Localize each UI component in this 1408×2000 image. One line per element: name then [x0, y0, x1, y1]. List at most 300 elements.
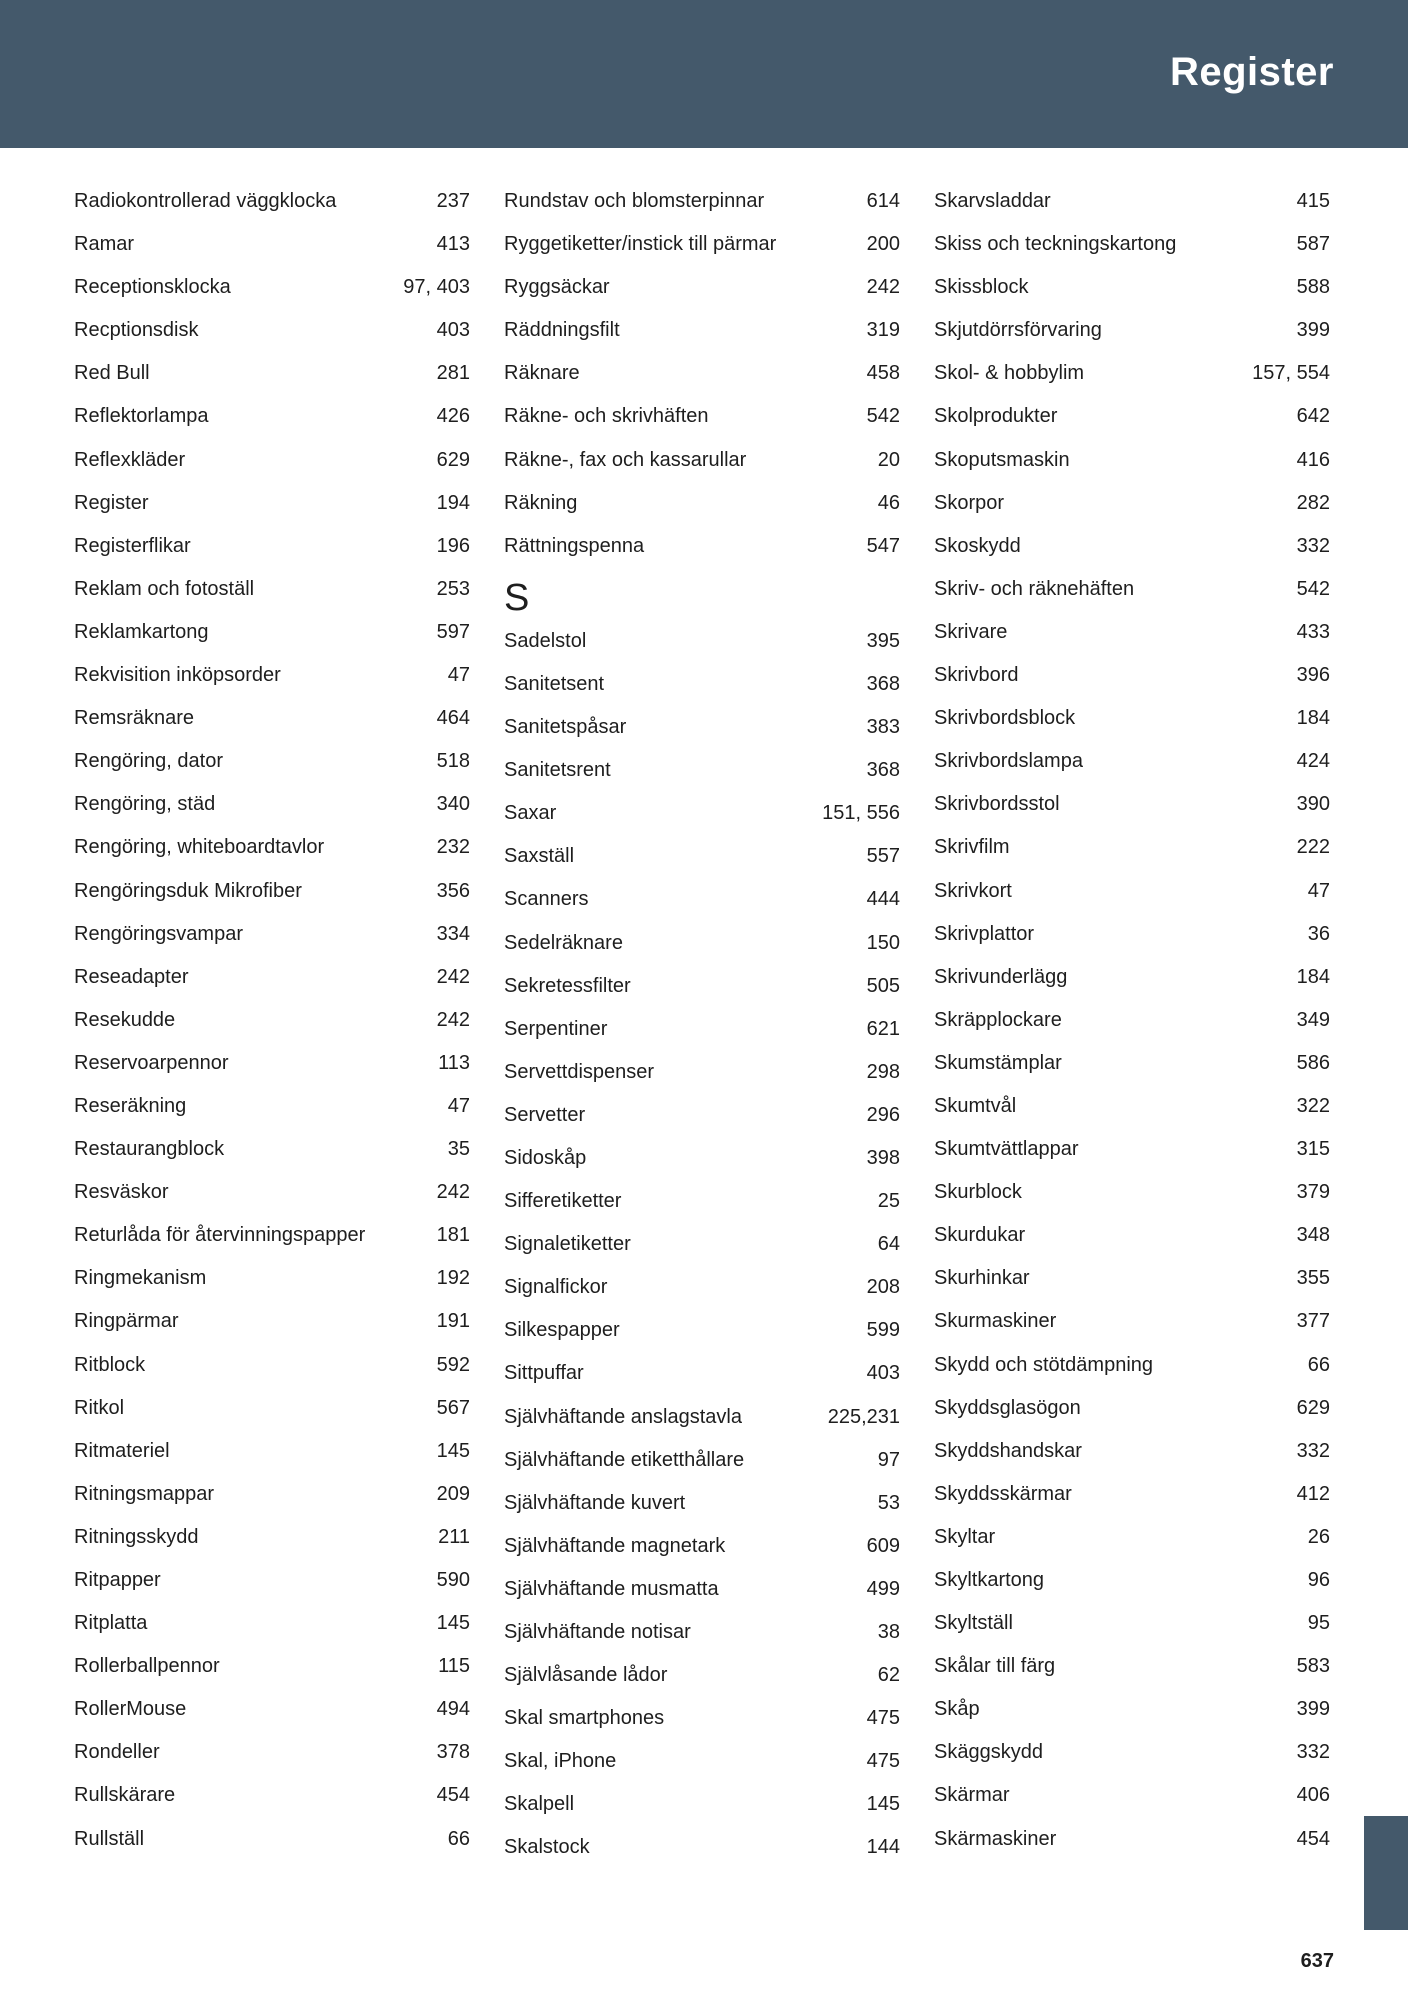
index-term: Skyltkartong	[934, 1569, 1045, 1591]
index-page-numbers: 378	[436, 1741, 470, 1764]
index-page-numbers: 433	[1296, 620, 1330, 643]
index-page-numbers: 542	[866, 405, 900, 428]
index-entry	[74, 1560, 470, 1603]
index-term: Skräpplockare	[934, 1008, 1062, 1031]
index-entry	[504, 966, 900, 1009]
index-entry	[504, 1440, 900, 1483]
index-term: Självhäftande magnetark	[504, 1534, 726, 1557]
index-term: Rengöring, dator	[74, 750, 223, 773]
index-term: Rundstav och blomsterpinnar	[504, 190, 765, 212]
index-page-numbers: 38	[877, 1621, 900, 1643]
index-page-numbers: 542	[1296, 577, 1330, 600]
index-page-numbers: 368	[866, 759, 900, 782]
index-page-numbers: 377	[1296, 1310, 1330, 1333]
index-page-numbers: 464	[436, 707, 470, 730]
index-entry	[934, 1560, 1330, 1603]
index-term: Receptionsklocka	[74, 276, 231, 299]
index-term: Självhäftande anslagstavla	[504, 1405, 742, 1428]
index-term: Skrivplattor	[934, 922, 1035, 945]
index-entry	[74, 1388, 470, 1431]
index-term: Skorpor	[934, 491, 1005, 514]
index-entry	[504, 1569, 900, 1612]
index-page-numbers: 567	[436, 1396, 470, 1419]
index-entry	[934, 1474, 1330, 1517]
index-term: Ryggsäckar	[504, 276, 610, 299]
index-entry	[74, 1043, 470, 1086]
index-entry	[934, 353, 1330, 396]
index-entry	[74, 784, 470, 827]
index-term: RollerMouse	[74, 1698, 187, 1721]
index-entry	[74, 569, 470, 612]
index-entry	[74, 1345, 470, 1388]
index-entry	[74, 1603, 470, 1646]
index-entry	[934, 1603, 1330, 1646]
index-term: Skyddsskärmar	[934, 1482, 1072, 1505]
index-entry	[934, 871, 1330, 914]
index-entry	[934, 310, 1330, 353]
index-page-numbers: 66	[447, 1827, 470, 1850]
index-entry	[74, 1517, 470, 1560]
index-page-numbers: 332	[1296, 1741, 1330, 1764]
index-term: Självhäftande etiketthållare	[504, 1448, 745, 1471]
index-entry	[934, 181, 1330, 224]
index-page-numbers: 590	[436, 1569, 470, 1591]
index-entry	[934, 1517, 1330, 1560]
index-page-numbers: 242	[436, 1181, 470, 1204]
index-term: Ryggetiketter/instick till pärmar	[504, 233, 777, 256]
index-page-numbers: 232	[436, 836, 470, 859]
index-page-numbers: 390	[1296, 793, 1330, 816]
index-term: Skrivfilm	[934, 836, 1010, 859]
index-entry	[504, 1741, 900, 1784]
index-entry	[504, 1095, 900, 1138]
index-entry	[504, 793, 900, 836]
index-page-numbers: 225,231	[827, 1405, 900, 1428]
index-term: Ritpapper	[74, 1569, 161, 1591]
index-page-numbers: 298	[866, 1060, 900, 1083]
index-entry	[934, 784, 1330, 827]
index-entry	[504, 1612, 900, 1655]
index-term: Skoputsmaskin	[934, 448, 1070, 471]
index-page-numbers: 399	[1296, 1698, 1330, 1721]
index-term: Ritningsskydd	[74, 1525, 199, 1548]
index-page-numbers: 475	[866, 1750, 900, 1773]
index-term: Ritplatta	[74, 1612, 148, 1635]
index-entry	[934, 1258, 1330, 1301]
index-entry	[934, 396, 1330, 439]
index-term: Skrivbordsblock	[934, 707, 1076, 730]
index-entry	[74, 741, 470, 784]
index-term: Skålar till färg	[934, 1655, 1056, 1678]
index-term: Skyddsglasögon	[934, 1396, 1081, 1419]
index-term: Rollerballpennor	[74, 1655, 220, 1678]
index-page-numbers: 200	[866, 233, 900, 256]
index-entry	[934, 1646, 1330, 1689]
index-page-numbers: 97, 403	[403, 276, 470, 299]
index-term: Skäggskydd	[934, 1741, 1043, 1764]
index-term: Saxar	[504, 802, 557, 825]
header-band	[0, 0, 1408, 148]
index-entry	[74, 1689, 470, 1732]
index-term: Räkne- och skrivhäften	[504, 405, 709, 428]
index-term: Resekudde	[74, 1008, 176, 1031]
index-page-numbers: 319	[866, 319, 900, 342]
index-page-numbers: 499	[866, 1577, 900, 1600]
index-page-numbers: 399	[1296, 319, 1330, 342]
index-entry	[74, 1775, 470, 1818]
index-term: Skol- & hobbylim	[934, 362, 1085, 385]
index-entry	[74, 1129, 470, 1172]
index-entry	[74, 655, 470, 698]
index-entry	[934, 1345, 1330, 1388]
index-page-numbers: 150	[866, 931, 900, 954]
index-page-numbers: 145	[866, 1793, 900, 1816]
index-entry	[504, 1827, 900, 1870]
index-page-numbers: 20	[877, 448, 900, 471]
index-page-numbers: 208	[866, 1276, 900, 1299]
index-entry	[504, 267, 900, 310]
index-term: Skjutdörrsförvaring	[934, 319, 1102, 342]
index-column-2	[504, 181, 900, 1871]
index-page-numbers: 53	[877, 1491, 900, 1514]
index-entry	[934, 1431, 1330, 1474]
index-page-numbers: 35	[447, 1138, 470, 1161]
index-term: Radiokontrollerad väggklocka	[74, 190, 337, 212]
index-entry	[934, 612, 1330, 655]
index-entry	[74, 1431, 470, 1474]
index-term: Skrivkort	[934, 879, 1012, 902]
index-term: Remsräknare	[74, 707, 195, 730]
index-term: Rullställ	[74, 1827, 145, 1850]
index-page-numbers: 66	[1307, 1353, 1330, 1376]
index-term: Rengöring, städ	[74, 793, 216, 816]
index-entry	[504, 1655, 900, 1698]
index-page-numbers: 25	[877, 1190, 900, 1213]
index-term: Skoskydd	[934, 534, 1021, 557]
index-page-numbers: 26	[1307, 1525, 1330, 1548]
index-term: Skrivbordsstol	[934, 793, 1060, 816]
index-entry	[74, 1474, 470, 1517]
index-term: Rekvisition inköpsorder	[74, 664, 281, 687]
index-term: Skurhinkar	[934, 1267, 1030, 1290]
index-entry	[74, 698, 470, 741]
index-page-numbers: 340	[436, 793, 470, 816]
index-entry	[504, 836, 900, 879]
index-page-numbers: 592	[436, 1353, 470, 1376]
index-page-numbers: 406	[1296, 1784, 1330, 1807]
index-entry	[504, 1483, 900, 1526]
index-entry	[504, 1052, 900, 1095]
index-entry	[504, 353, 900, 396]
index-term: Skrivunderlägg	[934, 965, 1068, 988]
index-entry	[504, 181, 900, 224]
index-term: Räkning	[504, 491, 578, 514]
index-entry	[74, 310, 470, 353]
index-page-numbers: 151, 556	[822, 802, 900, 825]
index-entry	[74, 1086, 470, 1129]
index-page-numbers: 621	[866, 1017, 900, 1040]
index-entry	[934, 1215, 1330, 1258]
index-page-numbers: 157, 554	[1252, 362, 1330, 385]
index-term: Skyltar	[934, 1525, 996, 1548]
index-page-numbers: 547	[866, 534, 900, 557]
index-term: Reseadapter	[74, 965, 189, 988]
index-entry	[74, 353, 470, 396]
index-term: Ringmekanism	[74, 1267, 207, 1290]
index-page-numbers: 609	[866, 1534, 900, 1557]
index-entry	[504, 440, 900, 483]
index-term: Reseräkning	[74, 1094, 187, 1117]
index-entry	[934, 827, 1330, 870]
page-title: Register	[1169, 50, 1334, 94]
index-page-numbers: 355	[1296, 1267, 1330, 1290]
index-page-numbers: 113	[438, 1051, 470, 1074]
index-term: Skriv- och räknehäften	[934, 577, 1135, 600]
side-tab-marker	[1364, 1816, 1408, 1930]
index-entry	[934, 1775, 1330, 1818]
index-term: Skurdukar	[934, 1224, 1026, 1247]
index-entry	[504, 526, 900, 569]
index-entry	[74, 1215, 470, 1258]
index-page-numbers: 64	[877, 1233, 900, 1256]
index-entry	[934, 1129, 1330, 1172]
index-page-numbers: 588	[1296, 276, 1330, 299]
index-term: Skärmar	[934, 1784, 1010, 1807]
index-page-numbers: 505	[866, 974, 900, 997]
index-entry	[934, 655, 1330, 698]
index-term: Skolprodukter	[934, 405, 1058, 428]
index-term: Rengöring, whiteboardtavlor	[74, 836, 325, 859]
index-page-numbers: 194	[436, 491, 470, 514]
index-page-numbers: 403	[866, 1362, 900, 1385]
index-term: Skärmaskiner	[934, 1827, 1057, 1850]
index-term: Räkne-, fax och kassarullar	[504, 448, 747, 471]
index-entry	[934, 483, 1330, 526]
index-term: Sanitetsrent	[504, 759, 611, 782]
index-entry	[504, 1397, 900, 1440]
index-entry	[504, 483, 900, 526]
index-term: Skarvsladdar	[934, 190, 1051, 212]
index-page-numbers: 403	[436, 319, 470, 342]
index-term: Rengöringsduk Mikrofiber	[74, 879, 302, 902]
index-page-numbers: 586	[1296, 1051, 1330, 1074]
index-page-numbers: 356	[436, 879, 470, 902]
index-term: Ritkol	[74, 1396, 125, 1419]
index-page-numbers: 424	[1296, 750, 1330, 773]
index-entry	[504, 1310, 900, 1353]
index-entry	[934, 698, 1330, 741]
index-entry	[504, 1526, 900, 1569]
index-term: Reklam och fotoställ	[74, 577, 255, 600]
index-page-numbers: 192	[436, 1267, 470, 1290]
index-page-numbers: 184	[1296, 707, 1330, 730]
index-entry	[504, 1784, 900, 1827]
index-term: Signaletiketter	[504, 1233, 631, 1256]
index-entry	[74, 871, 470, 914]
index-entry	[504, 1009, 900, 1052]
index-entry	[934, 1301, 1330, 1344]
index-entry	[934, 1689, 1330, 1732]
index-term: Red Bull	[74, 362, 150, 385]
index-page-numbers: 458	[866, 362, 900, 385]
index-entry	[934, 1819, 1330, 1862]
index-entry	[74, 1301, 470, 1344]
index-page-numbers: 196	[436, 534, 470, 557]
index-term: Skrivbordslampa	[934, 750, 1083, 773]
index-page-numbers: 209	[436, 1482, 470, 1505]
index-page-numbers: 426	[436, 405, 470, 428]
letter-heading: S	[504, 576, 530, 619]
index-entry	[504, 396, 900, 439]
index-page-numbers: 454	[1296, 1827, 1330, 1850]
index-page-numbers: 444	[866, 888, 900, 911]
index-page-numbers: 47	[1307, 879, 1330, 902]
index-term: Reflexkläder	[74, 448, 186, 471]
index-entry	[504, 1224, 900, 1267]
index-term: Skumtvättlappar	[934, 1138, 1079, 1161]
index-term: Sadelstol	[504, 629, 587, 652]
index-term: Skurmaskiner	[934, 1310, 1057, 1333]
index-term: Skrivare	[934, 620, 1008, 643]
index-entry	[934, 224, 1330, 267]
index-page-numbers: 96	[1307, 1569, 1330, 1591]
index-term: Skyltställ	[934, 1612, 1013, 1635]
index-entry	[504, 879, 900, 922]
index-term: Rullskärare	[74, 1784, 176, 1807]
index-entry	[934, 957, 1330, 1000]
index-page-numbers: 47	[447, 1094, 470, 1117]
index-term: Rättningspenna	[504, 534, 645, 557]
index-term: Självhäftande musmatta	[504, 1577, 719, 1600]
index-page-numbers: 36	[1307, 922, 1330, 945]
index-term: Reklamkartong	[74, 620, 209, 643]
index-term: Sittpuffar	[504, 1362, 584, 1385]
index-term: Recptionsdisk	[74, 319, 199, 342]
index-entry	[934, 526, 1330, 569]
index-entry	[934, 1388, 1330, 1431]
index-entry	[934, 1172, 1330, 1215]
index-entry	[934, 440, 1330, 483]
index-entry	[934, 569, 1330, 612]
index-term: Skalstock	[504, 1836, 590, 1859]
index-term: Skissblock	[934, 276, 1029, 299]
index-page-numbers: 332	[1296, 1439, 1330, 1462]
index-page-numbers: 47	[447, 664, 470, 687]
index-term: Ramar	[74, 233, 135, 256]
index-page-numbers: 583	[1296, 1655, 1330, 1678]
index-term: Reflektorlampa	[74, 405, 209, 428]
index-term: Skrivbord	[934, 664, 1019, 687]
index-term: Ritblock	[74, 1353, 146, 1376]
index-page-numbers: 416	[1296, 448, 1330, 471]
index-page-numbers: 181	[436, 1224, 470, 1247]
index-entry	[74, 181, 470, 224]
index-entry	[504, 1353, 900, 1396]
index-page-numbers: 383	[866, 716, 900, 739]
index-entry	[74, 224, 470, 267]
index-term: Räddningsfilt	[504, 319, 620, 342]
index-page-numbers: 282	[1296, 491, 1330, 514]
index-page-numbers: 599	[866, 1319, 900, 1342]
index-term: Rondeller	[74, 1741, 160, 1764]
index-entry	[504, 750, 900, 793]
index-term: Rengöringsvampar	[74, 922, 243, 945]
index-page-numbers: 253	[436, 577, 470, 600]
index-page-numbers: 211	[438, 1525, 470, 1548]
index-page-numbers: 494	[436, 1698, 470, 1721]
index-page-numbers: 115	[438, 1655, 470, 1678]
index-term: Ringpärmar	[74, 1310, 179, 1333]
index-page-numbers: 184	[1296, 965, 1330, 988]
index-page-numbers: 145	[436, 1612, 470, 1635]
index-page-numbers: 95	[1307, 1612, 1330, 1635]
index-page-numbers: 587	[1296, 233, 1330, 256]
page-number: 637	[1300, 1950, 1334, 1972]
index-page-numbers: 379	[1296, 1181, 1330, 1204]
index-page-numbers: 368	[866, 672, 900, 695]
index-entry	[504, 1267, 900, 1310]
index-entry	[74, 612, 470, 655]
index-column-3	[934, 181, 1330, 1862]
index-entry	[504, 1698, 900, 1741]
index-term: Skydd och stötdämpning	[934, 1353, 1154, 1376]
index-page-numbers: 413	[436, 233, 470, 256]
index-term: Räknare	[504, 362, 580, 385]
index-term: Signalfickor	[504, 1276, 608, 1299]
index-term: Skåp	[934, 1698, 980, 1721]
index-page-numbers: 62	[877, 1664, 900, 1687]
index-entry	[74, 827, 470, 870]
index-term: Reservoarpennor	[74, 1051, 229, 1074]
index-page-numbers: 412	[1296, 1482, 1330, 1505]
index-term: Skyddshandskar	[934, 1439, 1082, 1462]
index-term: Självhäftande notisar	[504, 1621, 691, 1643]
index-entry	[74, 957, 470, 1000]
index-page-numbers: 518	[436, 750, 470, 773]
index-page-numbers: 629	[1296, 1396, 1330, 1419]
index-entry	[74, 1000, 470, 1043]
index-page-numbers: 315	[1296, 1138, 1330, 1161]
index-entry	[74, 267, 470, 310]
index-page-numbers: 322	[1296, 1094, 1330, 1117]
index-page-numbers: 396	[1296, 664, 1330, 687]
index-term: Skiss och teckningskartong	[934, 233, 1177, 256]
index-page-numbers: 242	[866, 276, 900, 299]
index-term: Sifferetiketter	[504, 1190, 622, 1213]
index-entry	[74, 440, 470, 483]
index-entry	[504, 1138, 900, 1181]
index-page-numbers: 281	[436, 362, 470, 385]
index-entry	[504, 224, 900, 267]
index-entry	[934, 1043, 1330, 1086]
index-entry	[504, 310, 900, 353]
index-entry	[504, 923, 900, 966]
index-page-numbers: 242	[436, 965, 470, 988]
index-page-numbers: 296	[866, 1103, 900, 1126]
index-entry	[74, 396, 470, 439]
index-column-1	[74, 181, 470, 1862]
index-entry	[504, 1181, 900, 1224]
index-page-numbers: 334	[436, 922, 470, 945]
index-entry	[504, 664, 900, 707]
index-term: Självlåsande lådor	[504, 1664, 668, 1687]
index-entry	[934, 1732, 1330, 1775]
index-page-numbers: 614	[866, 190, 900, 212]
index-entry	[74, 1819, 470, 1862]
index-page-numbers: 642	[1296, 405, 1330, 428]
index-term: Serpentiner	[504, 1017, 608, 1040]
index-entry	[74, 1732, 470, 1775]
